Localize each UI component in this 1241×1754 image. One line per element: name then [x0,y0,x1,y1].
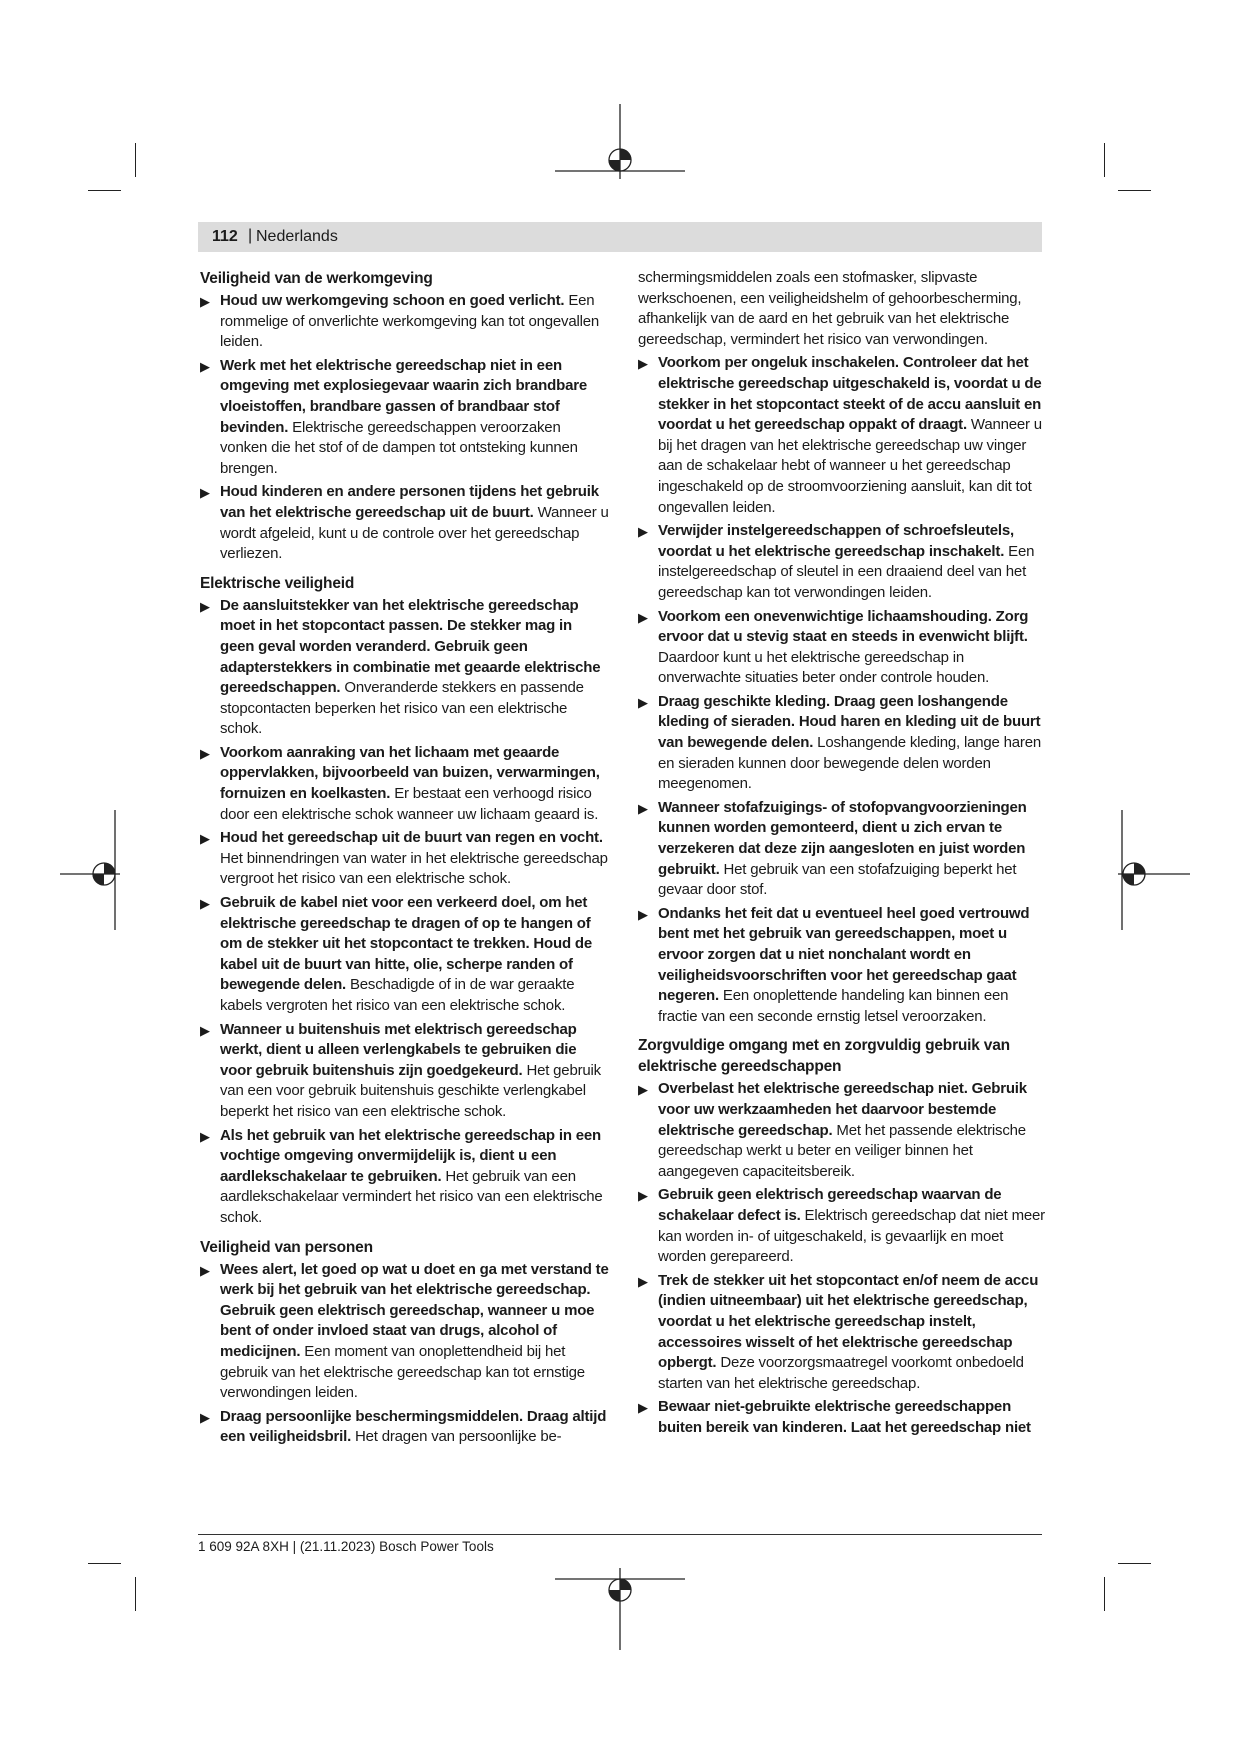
instruction-bold: Gebruik geen elektrisch gereedschap waarvan de schakelaar defect is. [658,1186,1002,1224]
crop-mark [1104,143,1105,177]
bullet-arrow-icon: ▶ [200,1262,210,1278]
instruction-text: Daardoor kunt u het elektrische gereedschap in onverwachte situaties beter onder controle houden. [658,648,990,687]
instruction-bold: Trek de stekker uit het stopcontact en/of neem de accu (indien uitneembaar) uit het elektrische gereedschap, voordat u het elektrische gereedschap instelt, accessoires wisselt of het elektrische gereedschap opbergt. [658,1271,1039,1372]
crop-mark [88,190,121,191]
bullet-arrow-icon: ▶ [638,1082,648,1098]
bullet-arrow-icon: ▶ [200,745,210,761]
instruction-text: Beschadigde of in de war geraakte kabels vergroten het risico van een elektrische schok. [220,976,575,1014]
bullet-arrow-icon: ▶ [200,831,210,847]
safety-instruction [200,356,610,480]
instruction-text: Het dragen van persoonlijke be- [351,1428,562,1446]
header-separator: | [248,227,253,244]
bullet-arrow-icon: ▶ [638,1273,648,1289]
instruction-bold: Overbelast het elektrische gereedschap niet. Gebruik voor uw werkzaamheden het daarvoor bestemde elektrische gereedschap. [658,1080,1027,1139]
instruction-text: Het gebruik van een aardlekschakelaar vermindert het risico van een elektrische schok. [220,1167,603,1226]
section-title: Elektrische veiligheid [200,574,355,592]
safety-instruction [200,828,610,890]
safety-instruction [200,1126,610,1229]
safety-instruction [200,1260,610,1404]
instruction-bold: Wanneer stofafzuigings- of stofopvangvoorzieningen kunnen worden gemonteerd, dient u zich ervan te verzekeren dat deze zijn aangesloten en juist worden gebruikt. [658,798,1027,878]
bullet-arrow-icon: ▶ [200,1022,210,1038]
safety-instruction [638,607,1050,689]
instruction-bold: Werk met het elektrische gereedschap niet in een omgeving met explosiegevaar waarin zich brandbare vloeistoffen, brandbare gassen of brandbaar stof bevinden. [220,356,587,436]
bullet-arrow-icon: ▶ [200,485,210,501]
instruction-text: Met het passende elektrische gereedschap werkt u beter en veiliger binnen het aangegeven capaciteitsbereik. [658,1121,1026,1180]
safety-instruction [638,904,1050,1028]
instruction-bold: Houd het gereedschap uit de buurt van regen en vocht. [220,829,603,847]
crop-mark [1118,190,1151,191]
bullet-arrow-icon: ▶ [638,524,648,540]
instruction-bold: Draag persoonlijke beschermingsmiddelen. Draag altijd een veiligheidsbril. [220,1407,607,1446]
instruction-bold: Ondanks het feit dat u eventueel heel goed vertrouwd bent met het gebruik van gereedschappen, moet u ervoor zorgen dat u niet nonchalant wordt en veiligheidsvoorschriften voor het gereedschap gaat negeren. [658,904,1030,1005]
registration-mark-icon [1118,810,1190,930]
instruction-text: Een rommelige of onverlichte werkomgeving kan tot ongevallen leiden. [220,292,600,351]
instruction-text: Een moment van onoplettendheid bij het gebruik van het elektrische gereedschap kan tot ernstige verwondingen leiden. [220,1342,585,1402]
safety-instruction [638,798,1050,901]
right-column [638,268,1050,1441]
bullet-arrow-icon: ▶ [638,609,648,625]
instruction-text: Elektrische gereedschappen veroorzaken vonken die het stof of de dampen tot ontsteking kunnen brengen. [220,418,578,477]
instruction-bold: Verwijder instelgereedschappen of schroefsleutels, voordat u het elektrische gereedschap inschakelt. [658,522,1014,560]
safety-instruction [200,291,610,353]
crop-mark [135,143,136,177]
page-footer: 1 609 92A 8XH | (21.11.2023) Bosch Power Tools [198,1539,494,1554]
bullet-arrow-icon: ▶ [200,294,210,309]
bullet-arrow-icon: ▶ [638,906,648,922]
crop-mark [1118,1563,1151,1564]
safety-instruction [638,1185,1050,1267]
bullet-arrow-icon: ▶ [200,1409,210,1425]
bullet-arrow-icon: ▶ [200,1128,210,1144]
instruction-text: Een instelgereedschap of sleutel in een draaiend deel van het gereedschap kan tot verwondingen leiden. [658,542,1035,601]
bullet-arrow-icon: ▶ [200,598,210,614]
instruction-text: Het binnendringen van water in het elektrische gereedschap vergroot het risico van een elektrische schok. [220,849,608,888]
left-column [200,268,610,1451]
bullet-arrow-icon: ▶ [638,694,648,710]
safety-instruction [638,1079,1050,1182]
page-header [198,222,1042,252]
instruction-text: Wanneer u bij het dragen van het elektrische gereedschap uw vinger aan de schakelaar hebt of wanneer u het gereedschap ingeschakeld op de stroomvoorziening aansluit, kan dit tot ongevallen leiden. [658,416,1042,516]
instruction-bold: Houd kinderen en andere personen tijdens het gebruik van het elektrische gereedschap uit de buurt. [220,483,599,521]
instruction-text: Wanneer u wordt afgeleid, kunt u de controle over het gereedschap verliezen. [220,503,609,563]
crop-mark [88,1563,121,1564]
section-title: Veiligheid van personen [200,1238,373,1256]
instruction-text: Er bestaat een verhoogd risico door een elektrische schok wanneer uw lichaam geaard is. [220,785,599,823]
instruction-text: Het gebruik van een voor gebruik buitenshuis geschikte verlengkabel beperkt het risico van een elektrische schok. [220,1061,601,1120]
item-list [638,353,1050,1027]
registration-mark-icon [555,1568,685,1650]
crop-mark [1104,1577,1105,1611]
registration-mark-icon [60,810,120,930]
instruction-bold: Houd uw werkomgeving schoon en goed verlicht. [220,292,565,309]
bullet-arrow-icon: ▶ [638,800,648,816]
safety-instruction [200,596,610,740]
instruction-bold: Bewaar niet-gebruikte elektrische gereedschappen buiten bereik van kinderen. Laat het gereedschap niet [658,1398,1031,1436]
safety-instruction [200,482,610,564]
instruction-bold: Voorkom per ongeluk inschakelen. Controleer dat het elektrische gereedschap uitgeschakeld is, voordat u de stekker in het stopcontact steekt of de accu aansluit en voordat u het gereedschap oppakt of draagt. [658,354,1042,434]
safety-instruction [638,521,1050,603]
instruction-bold: Voorkom aanraking van het lichaam met geaarde oppervlakken, bijvoorbeeld van buizen, verwarmingen, fornuizen en koelkasten. [220,743,600,803]
instruction-bold: Gebruik de kabel niet voor een verkeerd doel, om het elektrische gereedschap te dragen of op te hangen of om de stekker uit het stopcontact te trekken. Houd de kabel uit de buurt van hitte, olie, scherpe randen of bewegende delen. [220,894,592,994]
safety-instruction [200,1020,610,1123]
instruction-bold: Draag geschikte kleding. Draag geen loshangende kleding of sieraden. Houd haren en kleding uit de buurt van bewegende delen. [658,692,1041,752]
footer-rule [198,1534,1042,1535]
bullet-arrow-icon: ▶ [638,356,648,372]
instruction-text: Loshangende kleding, lange haren en sieraden kunnen door bewegende delen worden meegenomen. [658,734,1041,793]
bullet-arrow-icon: ▶ [638,1188,648,1204]
instruction-bold: De aansluitstekker van het elektrische gereedschap moet in het stopcontact passen. De stekker mag in geen geval worden veranderd. Gebruik geen adapterstekkers in combinatie met geaarde elektrische gereedschappen. [220,596,601,697]
instruction-bold: Als het gebruik van het elektrische gereedschap in een vochtige omgeving onvermijdelijk is, dient u een aardlekschakelaar te gebruiken. [220,1126,602,1185]
item-list [638,1079,1050,1438]
instruction-text: Elektrisch gereedschap dat niet meer kan worden in- of uitgeschakeld, is gevaarlijk en moet worden gerepareerd. [658,1206,1045,1266]
instruction-text: Onveranderde stekkers en passende stopcontacten beperken het risico van een elektrische schok. [220,679,584,738]
instruction-text: Het gebruik van een stofafzuiging beperkt het gevaar door stof. [658,860,1017,899]
page-number: 112 [212,228,238,245]
safety-instruction [638,353,1050,518]
registration-mark-icon [555,104,685,194]
safety-instruction [638,1271,1050,1395]
instruction-bold: Wees alert, let goed op wat u doet en ga met verstand te werk bij het gebruik van het elektrische gereedschap. Gebruik geen elektrisch gereedschap, wanneer u moe bent of onder invloed staat van drugs, alcohol of medicijnen. [220,1260,609,1360]
instruction-text: Deze voorzorgsmaatregel voorkomt onbedoeld starten van het elektrische gereedschap. [658,1354,1024,1392]
bullet-arrow-icon: ▶ [200,358,210,374]
continued-text: schermingsmiddelen zoals een stofmasker, slipvaste werkschoenen, een veiligheidshelm of gehoorbescherming, afhankelijk van de aard en het gebruik van het elektrische gereedschap, vermindert het risico van verwondingen. [638,269,1022,348]
safety-instruction [638,692,1050,795]
safety-instruction [638,1397,1050,1438]
safety-instruction [200,743,610,825]
crop-mark [135,1577,136,1611]
instruction-bold: Wanneer u buitenshuis met elektrisch gereedschap werkt, dient u alleen verlengkabels te gebruiken die voor gebruik buitenshuis zijn goedgekeurd. [220,1020,577,1079]
instruction-bold: Voorkom een onevenwichtige lichaamshouding. Zorg ervoor dat u stevig staat en steeds in evenwicht blijft. [658,607,1029,646]
section-title: Veiligheid van de werkomgeving [200,270,433,287]
header-language: Nederlands [256,228,338,245]
instruction-text: Een onoplettende handeling kan binnen een fractie van een seconde ernstig letsel veroorzaken. [658,987,1009,1025]
safety-instruction [200,893,610,1017]
bullet-arrow-icon: ▶ [638,1400,648,1416]
safety-instruction [200,1407,610,1448]
section-title: Zorgvuldige omgang met en zorgvuldig gebruik van elektrische gereedschappen [638,1037,1010,1076]
bullet-arrow-icon: ▶ [200,896,210,912]
